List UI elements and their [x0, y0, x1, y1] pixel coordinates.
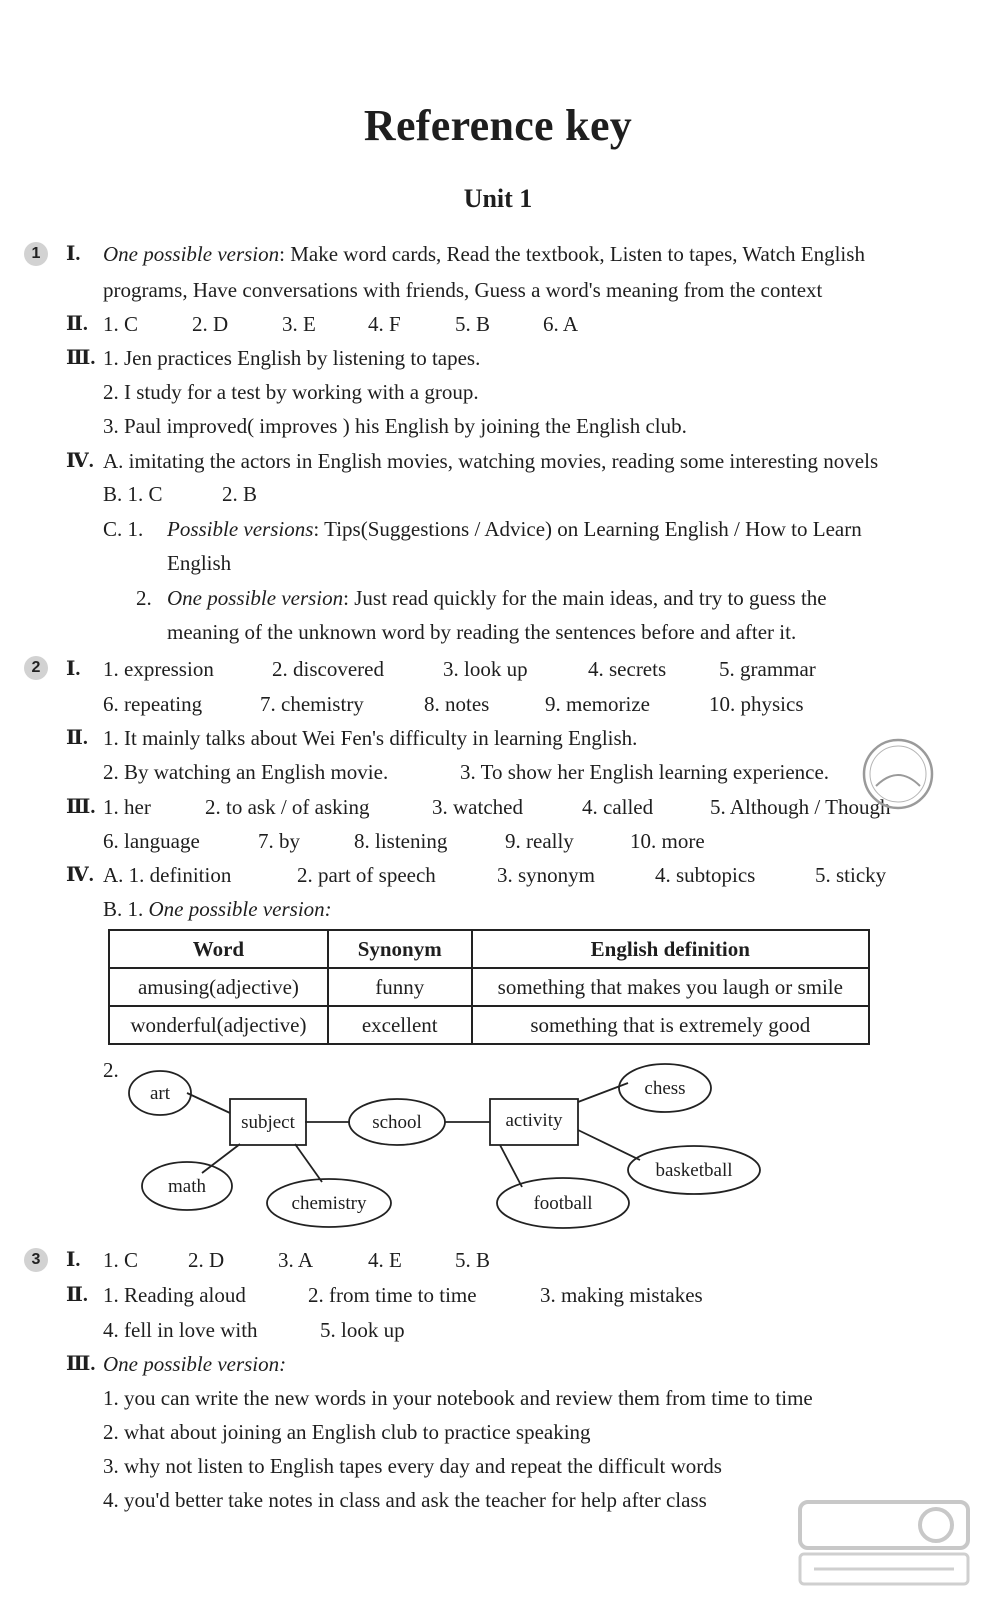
- s2-part4-b-line: [103, 899, 332, 920]
- node-chess-label: chess: [644, 1078, 686, 1099]
- s2-part3-r2-1: 6. language: [103, 829, 200, 853]
- s3-part2-r1-2: 2. from time to time: [308, 1283, 477, 1307]
- s2-part3-r1-3: 3. watched: [432, 795, 523, 819]
- table-cell: excellent: [328, 1006, 472, 1044]
- s2-part1-r2-5: 10. physics: [709, 692, 804, 716]
- s1-part2-answer-5: 5. B: [455, 312, 491, 336]
- s2-part3-r1-2: 2. to ask / of asking: [205, 795, 370, 819]
- node-school-label: school: [372, 1112, 422, 1133]
- s3-part1-answer-5: 5. B: [455, 1248, 491, 1272]
- node-activity-label: activity: [505, 1110, 563, 1131]
- section-badge-2: 2: [24, 656, 48, 680]
- word-web-diagram: [100, 1055, 780, 1235]
- s2-part4-a-4: 4. subtopics: [655, 863, 756, 887]
- s2-part2-numeral: Ⅱ.: [66, 727, 88, 749]
- s1-part4-b-1: B. 1. C: [103, 482, 163, 506]
- table-header: Synonym: [328, 930, 472, 968]
- s1-part4-c2-lead: One possible version: [167, 586, 344, 610]
- s2-part3-r2-5: 10. more: [630, 829, 705, 853]
- homework-stamp-logo: [858, 724, 938, 824]
- s1-part2-answer-3: 3. E: [282, 312, 316, 336]
- s3-part2-numeral: Ⅱ.: [66, 1284, 88, 1306]
- table-cell: amusing(adjective): [109, 968, 328, 1006]
- s1-part4-numeral: Ⅳ.: [66, 450, 94, 472]
- s1-part4-c2-prefix: 2.: [136, 586, 152, 610]
- s3-part2-r1-1: 1. Reading aloud: [103, 1283, 246, 1307]
- s1-part1-text1: : Make word cards, Read the textbook, Listen to tapes, Watch English: [279, 242, 865, 266]
- s1-part1-line1: [103, 244, 865, 265]
- node-chemistry-label: chemistry: [291, 1193, 367, 1214]
- s2-part3-r2-4: 9. really: [505, 829, 574, 853]
- s2-part4-b-lead: One possible version:: [148, 897, 332, 921]
- node-football-label: football: [533, 1193, 593, 1214]
- table-cell: something that makes you laugh or smile: [472, 968, 869, 1006]
- s3-part2-r2-1: 4. fell in love with: [103, 1318, 258, 1342]
- node-math-label: math: [168, 1176, 206, 1197]
- s1-part3-item-2: 2. I study for a test by working with a group.: [103, 380, 479, 404]
- s2-part4-a-5: 5. sticky: [815, 863, 887, 887]
- s1-part2-answer-2: 2. D: [192, 312, 229, 336]
- link-activity-basketball: [578, 1130, 640, 1160]
- s1-part4-c1-line2: English: [167, 551, 232, 575]
- node-subject-label: subject: [241, 1112, 295, 1133]
- table-cell: funny: [328, 968, 472, 1006]
- link-art-subject: [187, 1093, 230, 1113]
- s2-part2-item-3: 3. To show her English learning experience.: [460, 760, 830, 784]
- unit-heading: Unit 1: [463, 184, 533, 213]
- s2-part3-r2-2: 7. by: [258, 829, 300, 853]
- s3-part1-numeral: Ⅰ.: [66, 1249, 81, 1271]
- s2-part3-r1-4: 4. called: [582, 795, 654, 819]
- s3-part3-item-4: 4. you'd better take notes in class and ask the teacher for help after class: [103, 1488, 707, 1512]
- s3-part3-item-1: 1. you can write the new words in your notebook and review them from time to time: [103, 1386, 813, 1410]
- link-activity-football: [500, 1145, 522, 1187]
- s2-part4-b-prefix: B. 1.: [103, 897, 144, 921]
- s2-part1-r1-4: 4. secrets: [588, 657, 667, 681]
- s2-part1-r2-1: 6. repeating: [103, 692, 203, 716]
- synonym-table: [108, 929, 870, 1045]
- s3-part1-answer-3: 3. A: [278, 1248, 314, 1272]
- s1-part2-answer-4: 4. F: [368, 312, 401, 336]
- s1-part4-c1-prefix: C. 1.: [103, 517, 144, 541]
- s3-part3-lead: One possible version:: [103, 1352, 287, 1376]
- s2-part4-a-1: A. 1. definition: [103, 863, 232, 887]
- s1-part2-numeral: Ⅱ.: [66, 313, 88, 335]
- s1-part4-c2-line2: meaning of the unknown word by reading the sentences before and after it.: [167, 620, 797, 644]
- s1-part3-item-3: 3. Paul improved( improves ) his English by joining the English club.: [103, 414, 687, 438]
- s2-part1-r2-3: 8. notes: [424, 692, 490, 716]
- table-row: [109, 968, 869, 1006]
- table-row: [109, 1006, 869, 1044]
- s2-part1-r1-3: 3. look up: [443, 657, 528, 681]
- table-cell: wonderful(adjective): [109, 1006, 328, 1044]
- s1-part2-answer-6: 6. A: [543, 312, 579, 336]
- s3-part1-answer-4: 4. E: [368, 1248, 402, 1272]
- s1-part4-b-2: 2. B: [222, 482, 258, 506]
- s1-part1-line2: programs, Have conversations with friends, Guess a word's meaning from the context: [103, 278, 823, 302]
- s2-part3-r2-3: 8. listening: [354, 829, 448, 853]
- s2-part1-r1-2: 2. discovered: [272, 657, 384, 681]
- s1-part4-c2-line1: [167, 588, 827, 609]
- s1-part4-c1-lead: Possible versions: [167, 517, 314, 541]
- s2-part3-r1-1: 1. her: [103, 795, 151, 819]
- s3-part2-r2-2: 5. look up: [320, 1318, 405, 1342]
- table-cell: something that is extremely good: [472, 1006, 869, 1044]
- s2-part1-numeral: Ⅰ.: [66, 658, 81, 680]
- s2-part1-r2-2: 7. chemistry: [260, 692, 364, 716]
- s3-part3-numeral: Ⅲ.: [66, 1353, 96, 1375]
- node-art-label: art: [149, 1083, 171, 1104]
- s3-part3-item-2: 2. what about joining an English club to practice speaking: [103, 1420, 591, 1444]
- s1-part2-answer-1: 1. C: [103, 312, 139, 336]
- s1-part4-c1-text: : Tips(Suggestions / Advice) on Learning English / How to Learn: [313, 517, 862, 541]
- s1-part3-item-1: 1. Jen practices English by listening to tapes.: [103, 346, 481, 370]
- s2-part3-r1-5: 5. Although / Though: [710, 795, 891, 819]
- table-header-row: [109, 930, 869, 968]
- s2-part2-item-1: 1. It mainly talks about Wei Fen's difficulty in learning English.: [103, 726, 638, 750]
- s1-part1-numeral: Ⅰ.: [66, 243, 81, 265]
- s2-part4-numeral: Ⅳ.: [66, 864, 94, 886]
- link-subject-math: [202, 1144, 240, 1173]
- s1-part3-numeral: Ⅲ.: [66, 347, 96, 369]
- s3-part2-r1-3: 3. making mistakes: [540, 1283, 703, 1307]
- table-header: Word: [109, 930, 328, 968]
- s3-part1-answer-2: 2. D: [188, 1248, 225, 1272]
- site-watermark-logo: [794, 1498, 974, 1590]
- s3-part3-item-3: 3. why not listen to English tapes every day and repeat the difficult words: [103, 1454, 722, 1478]
- s2-part1-r1-5: 5. grammar: [719, 657, 816, 681]
- s2-part1-r2-4: 9. memorize: [545, 692, 650, 716]
- diagram-number: 2.: [103, 1058, 119, 1082]
- table-header: English definition: [472, 930, 869, 968]
- s2-part3-numeral: Ⅲ.: [66, 796, 96, 818]
- s3-part1-answer-1: 1. C: [103, 1248, 139, 1272]
- link-subject-chemistry: [295, 1144, 322, 1182]
- s1-part4-c1-line1: [167, 519, 862, 540]
- s2-part1-r1-1: 1. expression: [103, 657, 214, 681]
- s2-part2-item-2: 2. By watching an English movie.: [103, 760, 389, 784]
- s1-part4-c2-text: : Just read quickly for the main ideas, and try to guess the: [343, 586, 827, 610]
- node-basketball-label: basketball: [655, 1160, 733, 1181]
- section-badge-1: 1: [24, 242, 48, 266]
- s1-part1-lead: One possible version: [103, 242, 280, 266]
- section-badge-3: 3: [24, 1248, 48, 1272]
- s2-part4-a-3: 3. synonym: [497, 863, 596, 887]
- page-title: Reference key: [363, 101, 633, 150]
- s2-part4-a-2: 2. part of speech: [297, 863, 436, 887]
- s1-part4-a: A. imitating the actors in English movies, watching movies, reading some interesting novels: [103, 449, 879, 473]
